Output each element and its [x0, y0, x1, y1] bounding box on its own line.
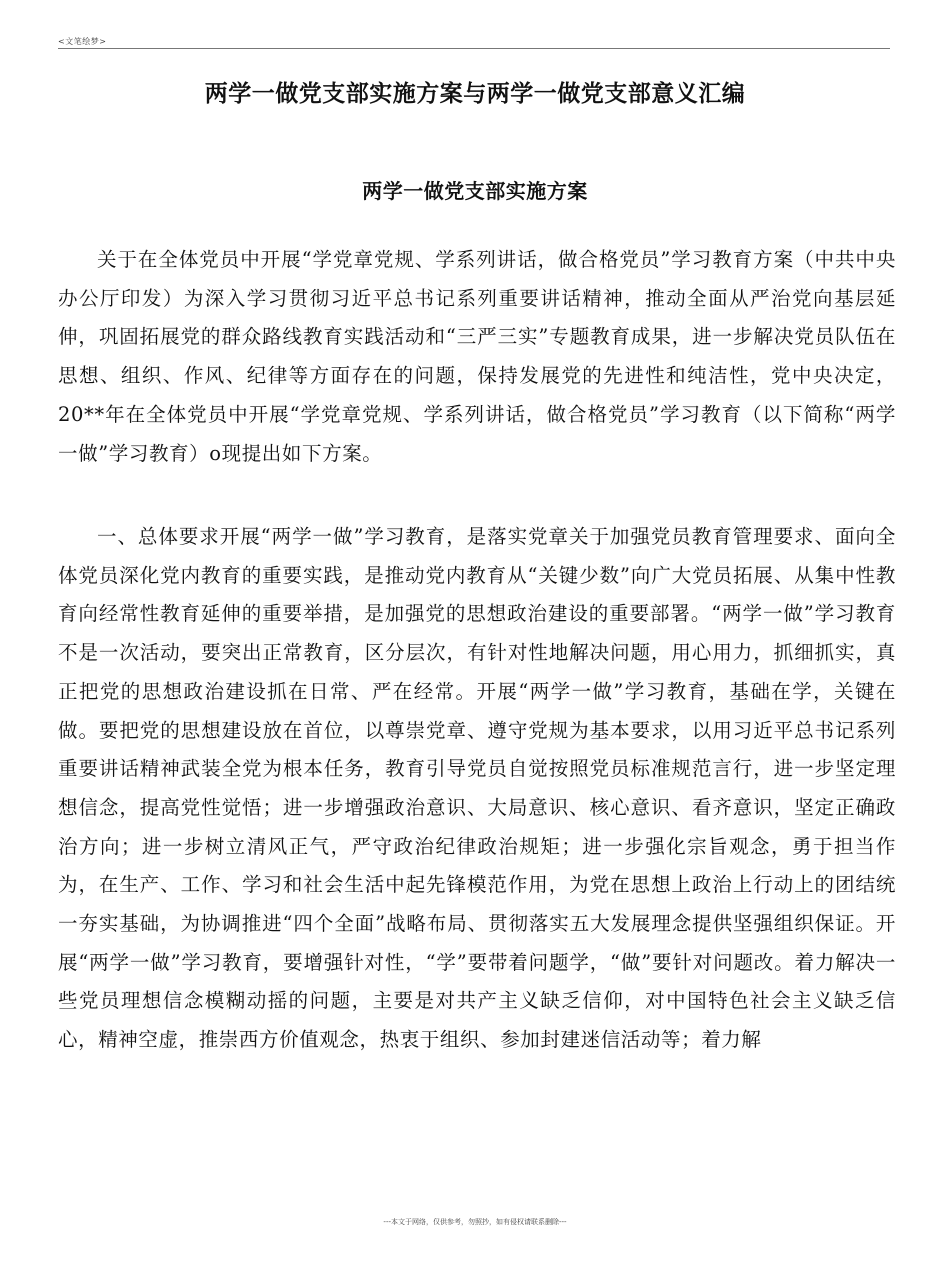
footer-note: ---本文于网络，仅供参考，勿照抄，如有侵权请联系删除---: [383, 1218, 567, 1226]
body-block-2: [58, 518, 896, 1060]
body-block-1: [58, 241, 896, 473]
header-tag: <文笔绘梦>: [58, 37, 107, 46]
header-divider: [58, 48, 890, 49]
paragraph-general-requirements: 一、总体要求开展“两学一做”学习教育，是落实党章关于加强党员教育管理要求、面向全体党员深化党内教育的重要实践，是推动党内教育从“关键少数”向广大党员拓展、从集中性教育向经常性教育延伸的重要举措，是加强党的思想政治建设的重要部署。“两学一做”学习教育不是一次活动，要突出正常教育，区分层次，有针对性地解决问题，用心用力，抓细抓实，真正把党的思想政治建设抓在日常、严在经常。开展“两学一做”学习教育，基础在学，关键在做。要把党的思想建设放在首位，以尊崇党章、遵守党规为基本要求，以用习近平总书记系列重要讲话精神武装全党为根本任务，教育引导党员自觉按照党员标准规范言行，进一步坚定理想信念，提高党性觉悟；进一步增强政治意识、大局意识、核心意识、看齐意识，坚定正确政治方向；进一步树立清风正气，严守政治纪律政治规矩；进一步强化宗旨观念，勇于担当作为，在生产、工作、学习和社会生活中起先锋模范作用，为党在思想上政治上行动上的团结统一夯实基础，为协调推进“四个全面”战略布局、贯彻落实五大发展理念提供坚强组织保证。开展“两学一做”学习教育，要增强针对性，“学”要带着问题学，“做”要针对问题改。着力解决一些党员理想信念模糊动摇的问题，主要是对共产主义缺乏信仰，对中国特色社会主义缺乏信心，精神空虚，推崇西方价值观念，热衷于组织、参加封建迷信活动等；着力解: [58, 525, 896, 1052]
paragraph-intro: 关于在全体党员中开展“学党章党规、学系列讲话，做合格党员”学习教育方案（中共中央办公厅印发）为深入学习贯彻习近平总书记系列重要讲话精神，推动全面从严治党向基层延伸，巩固拓展党的群众路线教育实践活动和“三严三实”专题教育成果，进一步解决党员队伍在思想、组织、作风、纪律等方面存在的问题，保持发展党的先进性和纯洁性，党中央决定，20**年在全体党员中开展“学党章党规、学系列讲话，做合格党员”学习教育（以下简称“两学一做”学习教育）o现提出如下方案。: [58, 248, 896, 465]
document-title: 两学一做党支部实施方案与两学一做党支部意义汇编: [204, 81, 746, 108]
section-title: 两学一做党支部实施方案: [362, 178, 588, 203]
